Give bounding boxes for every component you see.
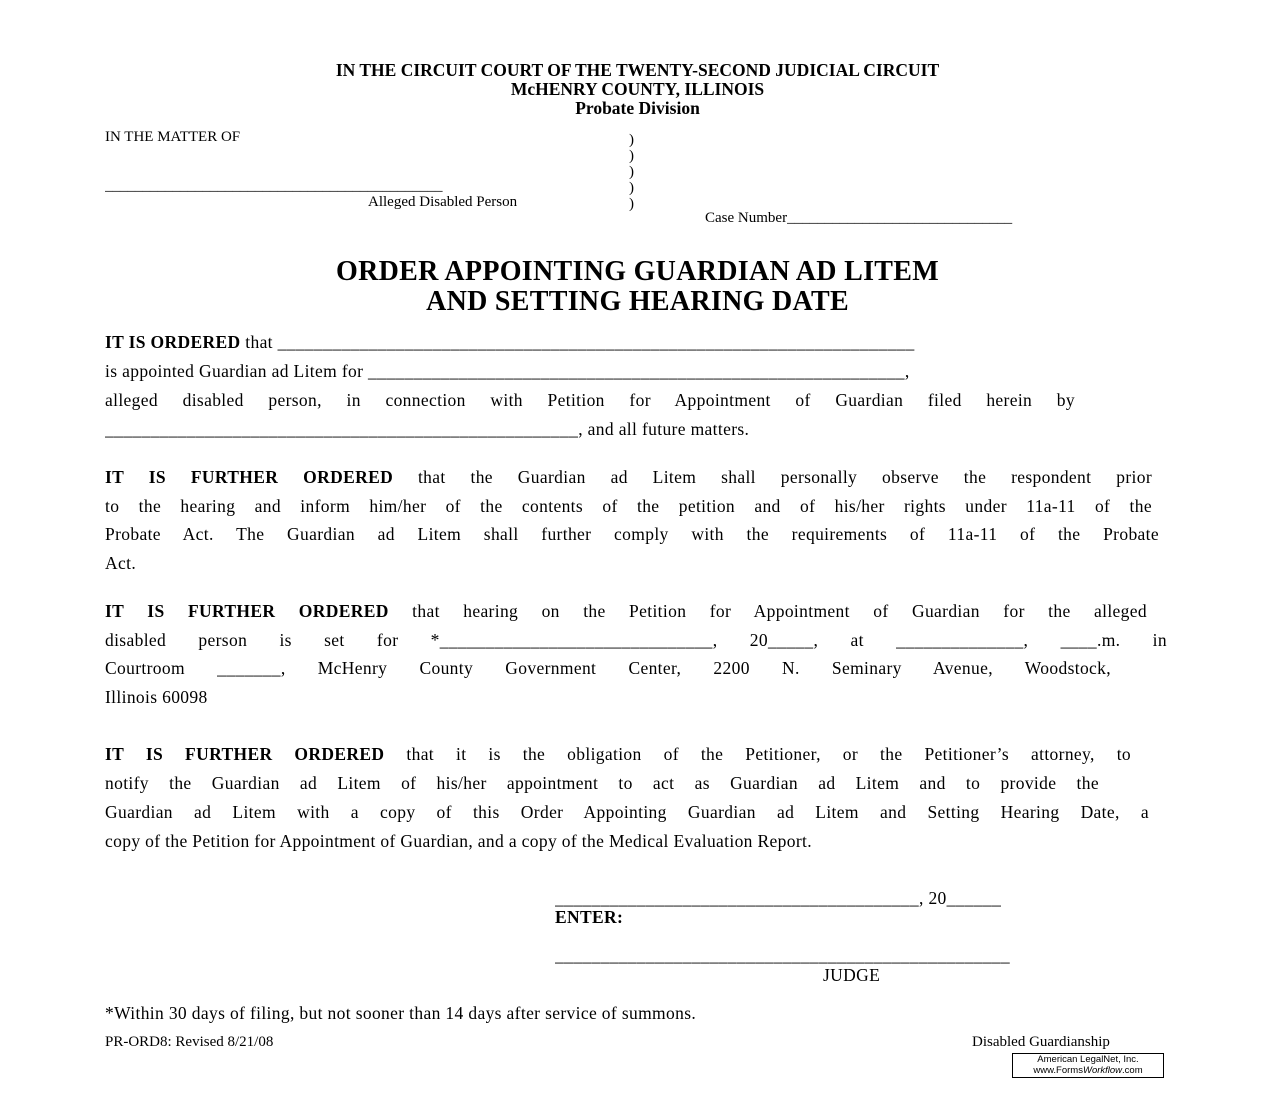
footnote: *Within 30 days of filing, but not sooner than 14 days after service of summons. — [105, 1003, 697, 1023]
judge-signature-line[interactable]: __________________________________________________ — [555, 945, 1010, 965]
publisher-stamp — [1012, 1053, 1164, 1078]
court-name: IN THE CIRCUIT COURT OF THE TWENTY-SECOND JUDICIAL CIRCUIT — [335, 60, 940, 80]
caption-paren: ) — [629, 132, 634, 148]
ordered-heading: IT IS ORDERED — [105, 332, 241, 352]
matter-label: IN THE MATTER OF — [105, 129, 241, 145]
person-name-field[interactable]: _____________________________________________ — [105, 178, 443, 194]
para1-line-2[interactable]: is appointed Guardian ad Litem for ___________________________________________________________, — [105, 361, 910, 381]
para3-line-1 — [105, 601, 1147, 622]
further-ordered-heading: IT IS FURTHER ORDERED — [105, 744, 385, 764]
enter-label: ENTER: — [555, 907, 624, 927]
courtroom-line[interactable]: Courtroom _______, McHenry County Government Center, 2200 N. Seminary Avenue, Woodstock, — [105, 658, 1111, 678]
para4-line-3: Guardian ad Litem with a copy of this Order Appointing Guardian ad Litem and Setting Hearing Date, a — [105, 802, 1149, 822]
para1-line-1 — [105, 332, 1167, 353]
para1-line-4[interactable]: ____________________________________________________, and all future matters. — [105, 419, 750, 439]
case-number — [705, 210, 1012, 227]
para2-line-1-text: that the Guardian ad Litem shall personally observe the respondent prior — [393, 467, 1152, 487]
caption-paren: ) — [629, 148, 634, 164]
caption-paren: ) — [629, 196, 634, 212]
case-number-field[interactable]: ______________________________ — [787, 210, 1013, 226]
para1-line-3: alleged disabled person, in connection with Petition for Appointment of Guardian filed herein by — [105, 390, 1075, 410]
county-name: McHENRY COUNTY, ILLINOIS — [510, 79, 765, 99]
para2-line-3: Probate Act. The Guardian ad Litem shall further comply with the requirements of 11a-11 of the Probate — [105, 524, 1159, 544]
further-ordered-heading: IT IS FURTHER ORDERED — [105, 601, 389, 621]
order-title-line-2: AND SETTING HEARING DATE — [426, 286, 849, 317]
para4-line-2: notify the Guardian ad Litem of his/her appointment to act as Guardian ad Litem and to provide the — [105, 773, 1099, 793]
para4-line-1-text: that it is the obligation of the Petitioner, or the Petitioner’s attorney, to — [384, 744, 1132, 764]
judge-label: JUDGE — [823, 965, 881, 985]
guardian-name-field[interactable]: that ______________________________________________________________________ — [240, 332, 915, 352]
publisher-url: www.FormsWorkflow.com — [1033, 1065, 1143, 1076]
publisher-name: American LegalNet, Inc. — [1037, 1054, 1139, 1065]
form-category: Disabled Guardianship — [972, 1034, 1110, 1050]
alleged-disabled-person-label: Alleged Disabled Person — [368, 194, 518, 210]
case-number-label: Case Number — [705, 210, 788, 226]
para2-line-2: to the hearing and inform him/her of the contents of the petition and of his/her rights under 11a-11 of the — [105, 496, 1152, 516]
caption-paren: ) — [629, 180, 634, 196]
para2-line-4: Act. — [105, 553, 137, 573]
para3-line-4: Illinois 60098 — [105, 687, 208, 707]
division-name: Probate Division — [575, 98, 700, 118]
para3-line-1-text: that hearing on the Petition for Appointment of Guardian for the alleged — [388, 601, 1147, 621]
form-id: PR-ORD8: Revised 8/21/08 — [105, 1034, 274, 1050]
entry-date-field[interactable]: ________________________________________, 20______ — [555, 888, 1002, 908]
para2-line-1 — [105, 467, 1152, 488]
para4-line-1 — [105, 744, 1131, 765]
para4-line-4: copy of the Petition for Appointment of Guardian, and a copy of the Medical Evaluation Report. — [105, 831, 812, 851]
hearing-date-line[interactable]: disabled person is set for *______________________________, 20_____, at ______________, ____.m. in — [105, 630, 1167, 650]
order-title-line-1: ORDER APPOINTING GUARDIAN AD LITEM — [336, 256, 939, 287]
caption-paren: ) — [629, 164, 634, 180]
further-ordered-heading: IT IS FURTHER ORDERED — [105, 467, 394, 487]
